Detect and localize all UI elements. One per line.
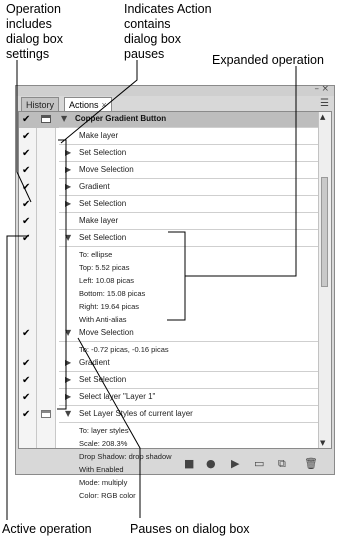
leader-action-pauses — [61, 60, 137, 143]
operation-label: Set Selection — [79, 233, 127, 242]
detail-label: To: -0.72 picas, -0.16 picas — [79, 345, 169, 354]
operation-label: Set Selection — [79, 375, 127, 384]
callout-operation-settings: Operation includes dialog box settings — [6, 2, 63, 61]
operation-label: Make layer — [79, 216, 119, 225]
toggle-check-icon[interactable]: ✔ — [22, 392, 31, 403]
collapsed-triangle-icon[interactable]: ▶ — [65, 199, 72, 208]
detail-label: Scale: 208.3% — [79, 439, 128, 448]
expanded-triangle-icon[interactable]: ▼ — [65, 328, 72, 337]
expanded-triangle-icon[interactable]: ▼ — [65, 233, 72, 242]
panel-menu-icon[interactable]: ☰ — [320, 98, 329, 109]
new-action-icon[interactable]: ⧉ — [278, 457, 286, 470]
detail-label: With Enabled — [79, 465, 124, 474]
tab-close-icon[interactable]: × — [101, 100, 107, 110]
toggle-check-icon[interactable]: ✔ — [22, 148, 31, 159]
expanded-triangle-icon[interactable]: ▼ — [65, 409, 72, 418]
tab-actions-label: Actions — [69, 100, 99, 110]
detail-label: Left: 10.08 picas — [79, 276, 135, 285]
toggle-check-icon[interactable]: ✔ — [22, 199, 31, 210]
collapsed-triangle-icon[interactable]: ▶ — [65, 375, 72, 384]
detail-label: To: layer styles — [79, 426, 129, 435]
toggle-check-icon[interactable]: ✔ — [22, 182, 31, 193]
stop-icon[interactable]: ■ — [184, 457, 195, 470]
toggle-check-icon[interactable]: ✔ — [22, 216, 31, 227]
operation-label: Set Selection — [79, 199, 127, 208]
bracket-pauses — [57, 140, 66, 409]
toggle-check-icon[interactable]: ✔ — [22, 409, 31, 420]
collapsed-triangle-icon[interactable]: ▶ — [65, 392, 72, 401]
operation-label: Move Selection — [79, 328, 134, 337]
leader-operation-settings — [17, 60, 31, 202]
collapsed-triangle-icon[interactable]: ▶ — [65, 148, 72, 157]
operation-label: Make layer — [79, 131, 119, 140]
detail-label: Mode: multiply — [79, 478, 128, 487]
bracket-expanded — [167, 232, 185, 320]
leader-active-operation — [7, 233, 31, 520]
scroll-up-icon[interactable]: ▲ — [320, 113, 326, 121]
play-icon[interactable]: ▶ — [231, 457, 240, 470]
tab-history-label: History — [26, 100, 55, 110]
toggle-check-icon[interactable]: ✔ — [22, 165, 31, 176]
detail-label: Color: RGB color — [79, 491, 136, 500]
callout-pauses-dialog: Pauses on dialog box — [130, 522, 250, 536]
toggle-check-icon[interactable]: ✔ — [22, 114, 31, 125]
callout-active-operation: Active operation — [2, 522, 92, 536]
operation-label: Select layer "Layer 1" — [79, 392, 156, 401]
detail-label: With Anti-alias — [79, 315, 127, 324]
scroll-down-icon[interactable]: ▼ — [320, 439, 326, 447]
operation-label: Gradient — [79, 182, 110, 191]
expanded-triangle-icon[interactable]: ▼ — [61, 114, 68, 123]
detail-label: To: ellipse — [79, 250, 113, 259]
minimize-icon[interactable]: – — [314, 84, 319, 94]
toggle-check-icon[interactable]: ✔ — [22, 233, 31, 244]
detail-label: Top: 5.52 picas — [79, 263, 130, 272]
operation-label: Set Selection — [79, 148, 127, 157]
record-icon[interactable]: ● — [206, 457, 216, 470]
collapsed-triangle-icon[interactable]: ▶ — [65, 182, 72, 191]
trash-icon[interactable]: 🗑 — [304, 457, 318, 470]
operation-label: Gradient — [79, 358, 110, 367]
detail-label: Right: 19.64 picas — [79, 302, 140, 311]
toggle-check-icon[interactable]: ✔ — [22, 358, 31, 369]
collapsed-triangle-icon[interactable]: ▶ — [65, 358, 72, 367]
callout-action-pauses: Indicates Action contains dialog box pauses — [124, 2, 212, 61]
close-icon[interactable]: × — [321, 84, 329, 94]
callout-expanded-operation: Expanded operation — [212, 53, 324, 67]
collapsed-triangle-icon[interactable]: ▶ — [65, 165, 72, 174]
detail-label: Drop Shadow: drop shadow — [79, 452, 172, 461]
leader-pauses — [78, 338, 140, 518]
leader-expanded — [185, 66, 296, 276]
toggle-check-icon[interactable]: ✔ — [22, 328, 31, 339]
operation-label: Set Layer Styles of current layer — [79, 409, 193, 418]
new-set-icon[interactable]: ▭ — [254, 457, 265, 470]
action-set-label: Copper Gradient Button — [75, 114, 167, 123]
toggle-check-icon[interactable]: ✔ — [22, 131, 31, 142]
operation-label: Move Selection — [79, 165, 134, 174]
toggle-check-icon[interactable]: ✔ — [22, 375, 31, 386]
detail-label: Bottom: 15.08 picas — [79, 289, 146, 298]
